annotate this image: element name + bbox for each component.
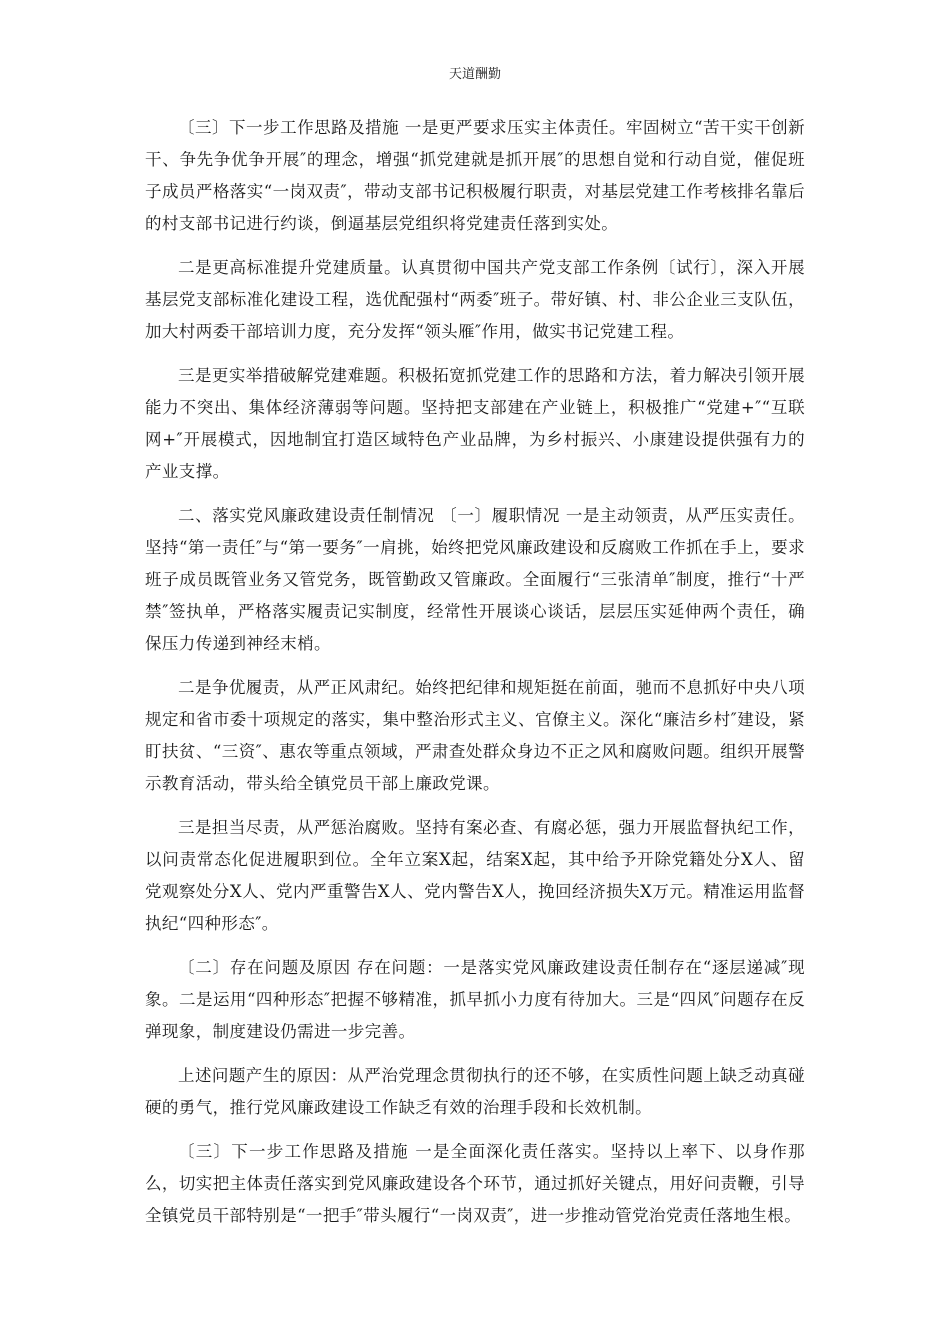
page-header	[0, 66, 950, 84]
paragraph: 二、落实党风廉政建设责任制情况 〔一〕履职情况 一是主动领责，从严压实责任。坚持“第一责任″与“第一要务″一肩挑，始终把党风廉政建设和反腐败工作抓在手上，要求班子成员既管业务又管党务，既管勤政又管廉政。全面履行“三张清单″制度，推行“十严禁″签执单，严格落实履责记实制度，经常性开展谈心谈话，层层压实延伸两个责任，确保压力传递到神经末梢。	[145, 506, 805, 653]
paragraph: 二是更高标准提升党建质量。认真贯彻中国共产党支部工作条例〔试行〕，深入开展基层党支部标准化建设工程，选优配强村“两委″班子。带好镇、村、非公企业三支队伍，加大村两委干部培训力度，充分发挥“领头雁″作用，做实书记党建工程。	[145, 258, 805, 341]
paragraph: 上述问题产生的原因：从严治党理念贯彻执行的还不够，在实质性问题上缺乏动真碰硬的勇气，推行党风廉政建设工作缺乏有效的治理手段和长效机制。	[145, 1066, 805, 1117]
paragraph: 三是更实举措破解党建难题。积极拓宽抓党建工作的思路和方法，着力解决引领开展能力不突出、集体经济薄弱等问题。坚持把支部建在产业链上，积极推广“党建+″“互联网+″开展模式，因地制宜打造区域特色产业品牌，为乡村振兴、小康建设提供强有力的产业支撑。	[145, 366, 805, 481]
document-body	[145, 112, 805, 1244]
paragraph: 〔三〕下一步工作思路及措施 一是全面深化责任落实。坚持以上率下、以身作那么，切实把主体责任落实到党风廉政建设各个环节，通过抓好关键点，用好问责鞭，引导全镇党员干部特别是“一把手″带头履行“一岗双责″，进一步推动管党治党责任落地生根。	[145, 1142, 805, 1225]
header-title: 天道酬勤	[448, 67, 501, 82]
paragraph: 三是担当尽责，从严惩治腐败。坚持有案必查、有腐必惩，强力开展监督执纪工作，以问责常态化促进履职到位。全年立案X起，结案X起，其中给予开除党籍处分X人、留党观察处分X人、党内严重警告X人、党内警告X人，挽回经济损失X万元。精准运用监督执纪“四种形态″。	[145, 818, 805, 933]
paragraph: 〔三〕下一步工作思路及措施 一是更严要求压实主体责任。牢固树立“苦干实干创新干、争先争优争开展″的理念，增强“抓党建就是抓开展″的思想自觉和行动自觉，催促班子成员严格落实“一岗双责″，带动支部书记积极履行职责，对基层党建工作考核排名靠后的村支部书记进行约谈，倒逼基层党组织将党建责任落到实处。	[145, 118, 805, 233]
paragraph: 〔二〕存在问题及原因 存在问题：一是落实党风廉政建设责任制存在“逐层递减″现象。二是运用“四种形态″把握不够精准，抓早抓小力度有待加大。三是“四风″问题存在反弹现象，制度建设仍需进一步完善。	[145, 958, 805, 1041]
paragraph: 二是争优履责，从严正风肃纪。始终把纪律和规矩挺在前面，驰而不息抓好中央八项规定和省市委十项规定的落实，集中整治形式主义、官僚主义。深化“廉洁乡村″建设，紧盯扶贫、“三资″、惠农等重点领域，严肃查处群众身边不正之风和腐败问题。组织开展警示教育活动，带头给全镇党员干部上廉政党课。	[145, 678, 805, 793]
